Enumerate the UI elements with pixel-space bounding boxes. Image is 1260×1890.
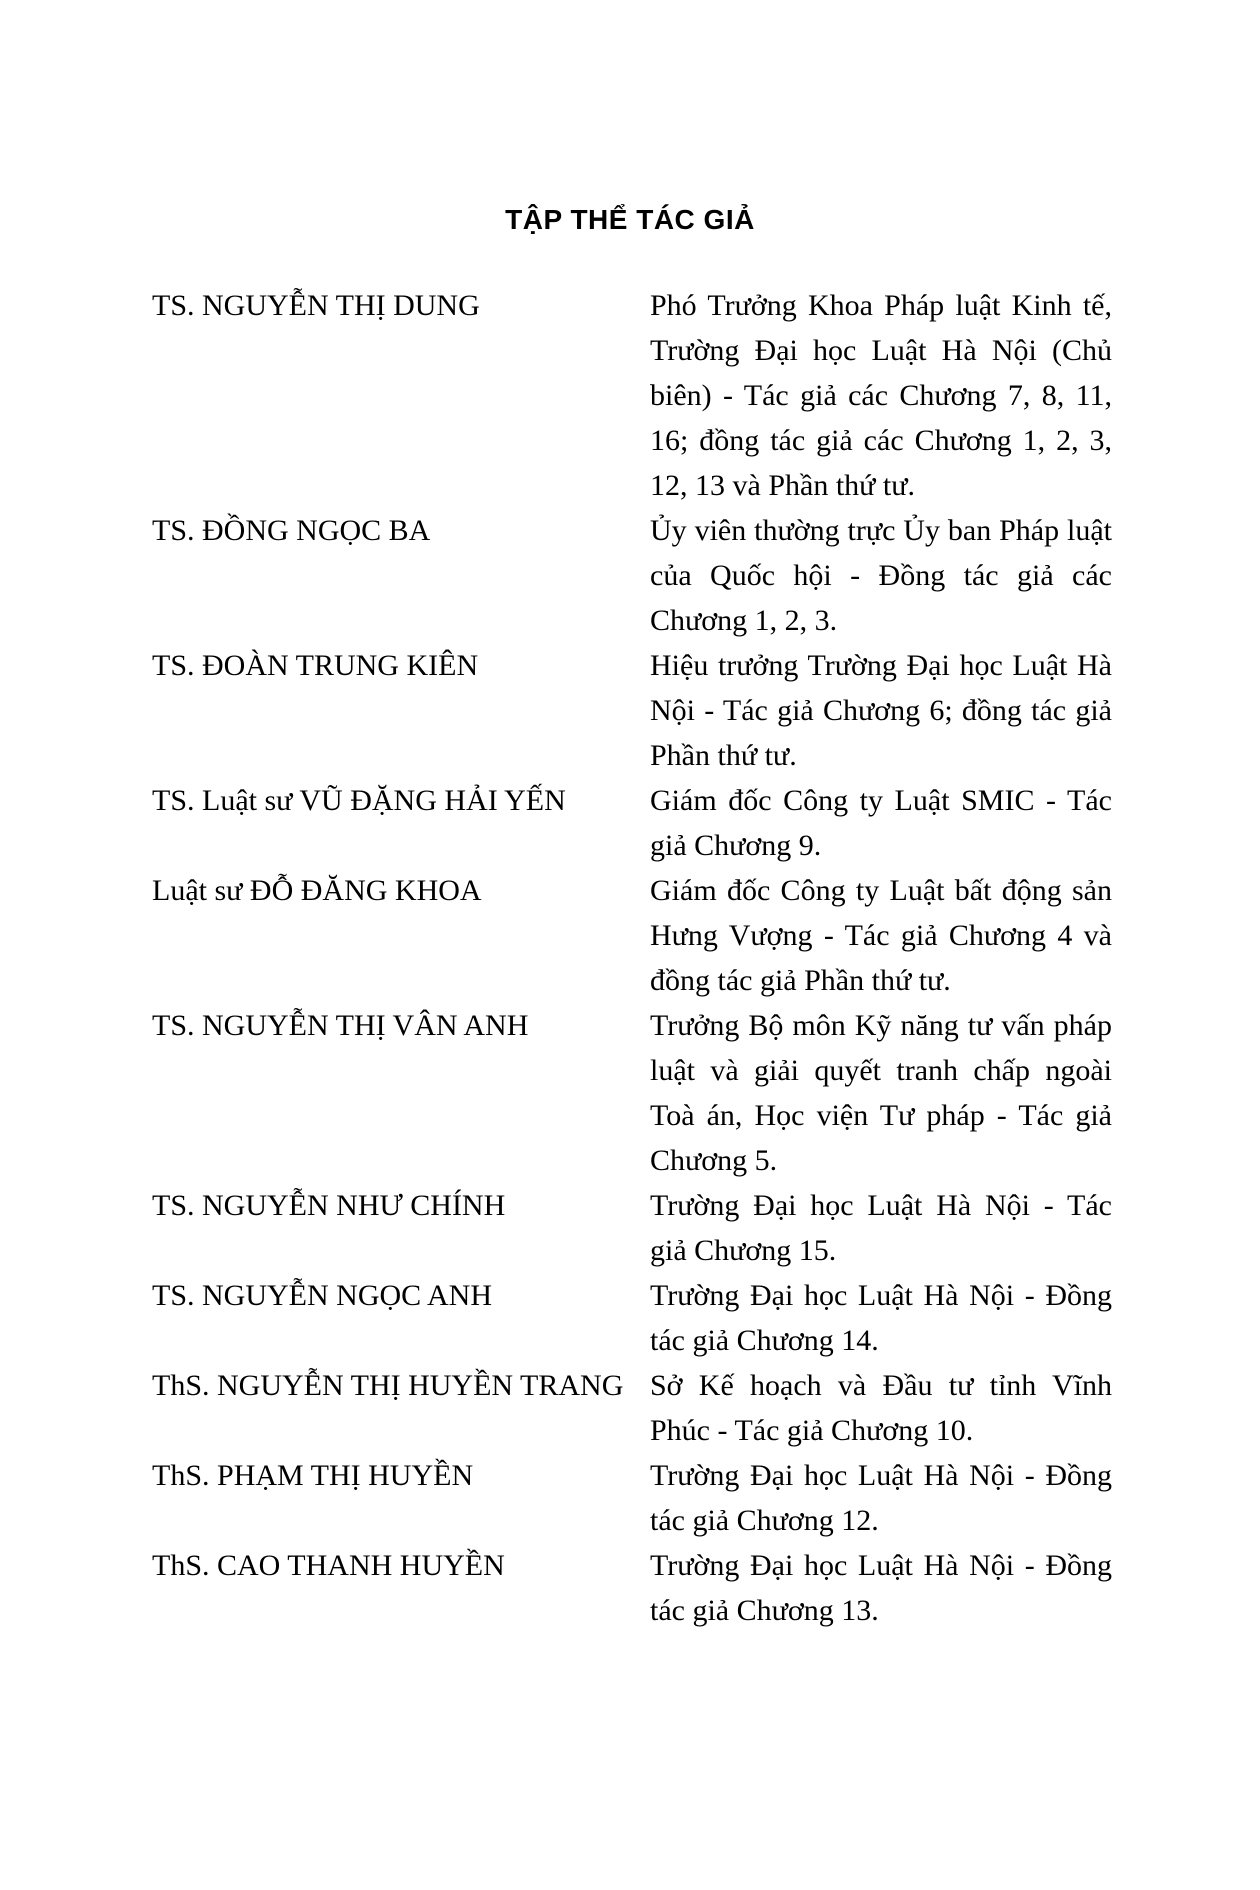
- author-role: Giám đốc Công ty Luật SMIC - Tác giả Chương 9.: [650, 784, 1112, 862]
- author-name: TS. NGUYỄN THỊ VÂN ANH: [152, 1009, 529, 1042]
- author-row: [152, 1183, 1112, 1273]
- author-role: Trường Đại học Luật Hà Nội - Tác giả Chương 15.: [650, 1189, 1112, 1267]
- author-row: [152, 1003, 1112, 1183]
- author-row: [152, 1453, 1112, 1543]
- author-row: [152, 643, 1112, 778]
- author-row: [152, 1363, 1112, 1453]
- author-list: [152, 283, 1112, 1633]
- author-row: [152, 283, 1112, 508]
- author-role: Phó Trưởng Khoa Pháp luật Kinh tế, Trường Đại học Luật Hà Nội (Chủ biên) - Tác giả các Chương 7, 8, 11, 16; đồng tác giả các Chương 1, 2, 3, 12, 13 và Phần thứ tư.: [650, 289, 1112, 502]
- author-role: Trường Đại học Luật Hà Nội - Đồng tác giả Chương 12.: [650, 1459, 1112, 1537]
- author-role: Giám đốc Công ty Luật bất động sản Hưng Vượng - Tác giả Chương 4 và đồng tác giả Phần thứ tư.: [650, 874, 1112, 997]
- author-name: ThS. NGUYỄN THỊ HUYỀN TRANG: [152, 1369, 624, 1402]
- author-row: [152, 1273, 1112, 1363]
- author-name: TS. ĐỒNG NGỌC BA: [152, 514, 431, 547]
- author-row: [152, 868, 1112, 1003]
- author-row: [152, 778, 1112, 868]
- author-role: Trường Đại học Luật Hà Nội - Đồng tác giả Chương 13.: [650, 1549, 1112, 1627]
- author-name: TS. ĐOÀN TRUNG KIÊN: [152, 649, 479, 682]
- author-name: Luật sư ĐỖ ĐĂNG KHOA: [152, 874, 482, 907]
- author-row: [152, 508, 1112, 643]
- author-name: TS. Luật sư VŨ ĐẶNG HẢI YẾN: [152, 784, 566, 817]
- author-role: Sở Kế hoạch và Đầu tư tỉnh Vĩnh Phúc - Tác giả Chương 10.: [650, 1369, 1112, 1447]
- author-role: Trường Đại học Luật Hà Nội - Đồng tác giả Chương 14.: [650, 1279, 1112, 1357]
- author-row: [152, 1543, 1112, 1633]
- author-name: ThS. CAO THANH HUYỀN: [152, 1549, 505, 1582]
- author-name: TS. NGUYỄN NHƯ CHÍNH: [152, 1189, 506, 1222]
- author-name: ThS. PHẠM THỊ HUYỀN: [152, 1459, 474, 1492]
- author-name: TS. NGUYỄN THỊ DUNG: [152, 289, 480, 322]
- author-role: Trưởng Bộ môn Kỹ năng tư vấn pháp luật và giải quyết tranh chấp ngoài Toà án, Học viện Tư pháp - Tác giả Chương 5.: [650, 1009, 1112, 1177]
- author-role: Ủy viên thường trực Ủy ban Pháp luật của Quốc hội - Đồng tác giả các Chương 1, 2, 3.: [650, 514, 1112, 637]
- author-role: Hiệu trưởng Trường Đại học Luật Hà Nội - Tác giả Chương 6; đồng tác giả Phần thứ tư.: [650, 649, 1112, 772]
- page-title: TẬP THỂ TÁC GIẢ: [505, 204, 755, 235]
- author-name: TS. NGUYỄN NGỌC ANH: [152, 1279, 493, 1312]
